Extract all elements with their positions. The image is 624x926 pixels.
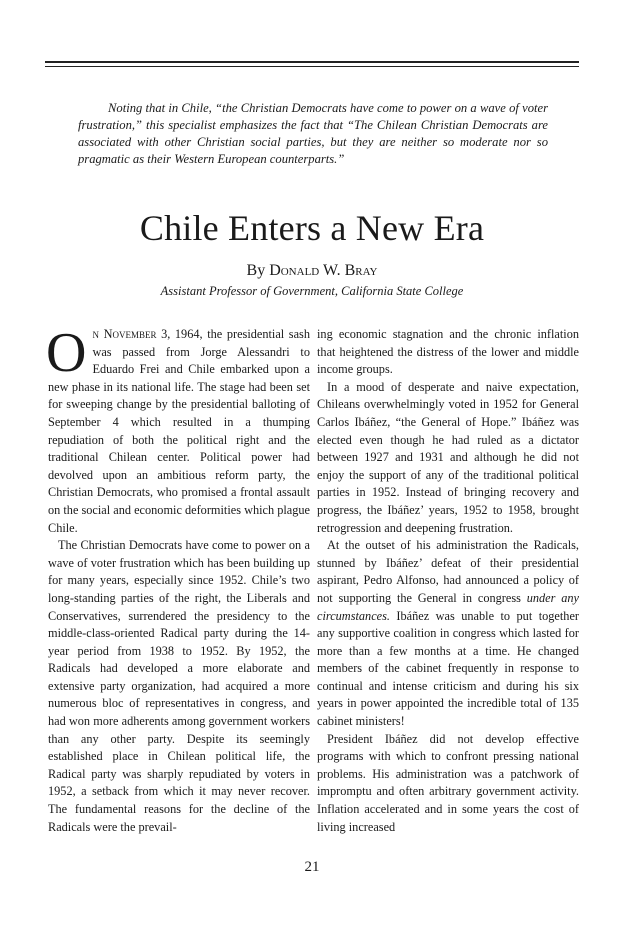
body-column-left [46,322,310,836]
header-rule-top [45,61,579,63]
paragraph-1 [46,322,310,537]
article-title: Chile Enters a New Era [139,208,485,248]
paragraph-4-text-b: Ibáñez was unable to put together any supportive coalition in congress which lasted for more than a few months at a time. He changed members of the cabinet frequently in response to continual and intense criticism and during his six years in power appointed the incredible total of 135 cabinet ministers! [317,608,579,729]
epigraph: Noting that in Chile, “the Christian Democrats have come to power on a wave of voter frustration,” this specialist emphasizes the fact that “The Chilean Christian Democrats are associated with other Christian social parties, but they are neither so moderate nor so pragmatic as their Western European counterparts.” [78,101,548,166]
byline [0,262,624,280]
byline-by: By [246,262,266,279]
author-name: Donald W. Bray [269,262,378,279]
header-rule-bottom [45,66,579,67]
paragraph-2-continued: ing economic stagnation and the chronic inflation that heightened the distress of the lower and middle income groups. [317,327,579,377]
author-affiliation: Assistant Professor of Government, California State College [160,284,464,298]
paragraph-1-text: 3, 1964, the presidential sash was passed from Jorge Alessandri to Eduardo Frei and Chile embarked upon a new phase in its national life. The stage had been set for sweeping change by the presidential balloting of September 4 which resulted in a thumping repudiation of both the political right and the traditional Chilean center. Political power had devolved upon an ambitious reform party, the Christian Democrats, who promised a frontal assault on the social and economic deformities which plague Chile. [48,327,310,535]
drop-cap: O [46,322,87,384]
opening-smallcaps: n November [92,327,157,341]
paragraph-4-italic: under any circumstances. [317,590,579,623]
paragraph-5: President Ibáñez did not develop effective programs with which to confront pressing national problems. His administration was a patchwork of impromptu and often arbitrary government activity. Inflation accelerated and in some years the cost of living increased [317,731,579,834]
paragraph-4-text-a: At the outset of his administration the Radicals, stunned by Ibáñez’ defeat of their presidential aspirant, Pedro Alfonso, had announced a policy of not supporting the General in congress [317,538,579,605]
paragraph-2: The Christian Democrats have come to power on a wave of voter frustration which has been building up for many years, especially since 1952. Chile’s two long-standing parties of the right, the Liberals and Conservatives, surrendered the presidency to the middle-class-oriented Radical party during the 14-year period from 1938 to 1952. By 1952, the Radicals had developed a more elaborate and extensive party organization, had acquired a more numerous bloc of representatives in congress, and had won more adherents among government workers than any other party. Despite its seemingly established place in Chilean political life, the Radical party was sharply repudiated by voters in 1952, a setback from which it may never recover. The fundamental reasons for the decline of the Radicals were the prevail- [48,538,310,834]
body-column-right [317,326,579,836]
paragraph-3: In a mood of desperate and naive expectation, Chileans overwhelmingly voted in 1952 for General Carlos Ibáñez, “the General of Hope.” Ibáñez was elected even though he had ruled as a dictator between 1927 and 1931 and although he did not enjoy the support of any of the traditional political parties in 1952. Instead of bringing recovery and progress, the Ibáñez’ years, 1952 to 1958, brought retrogression and deepening frustration. [317,379,579,535]
paragraph-4 [317,537,579,731]
page-number: 21 [304,859,320,875]
